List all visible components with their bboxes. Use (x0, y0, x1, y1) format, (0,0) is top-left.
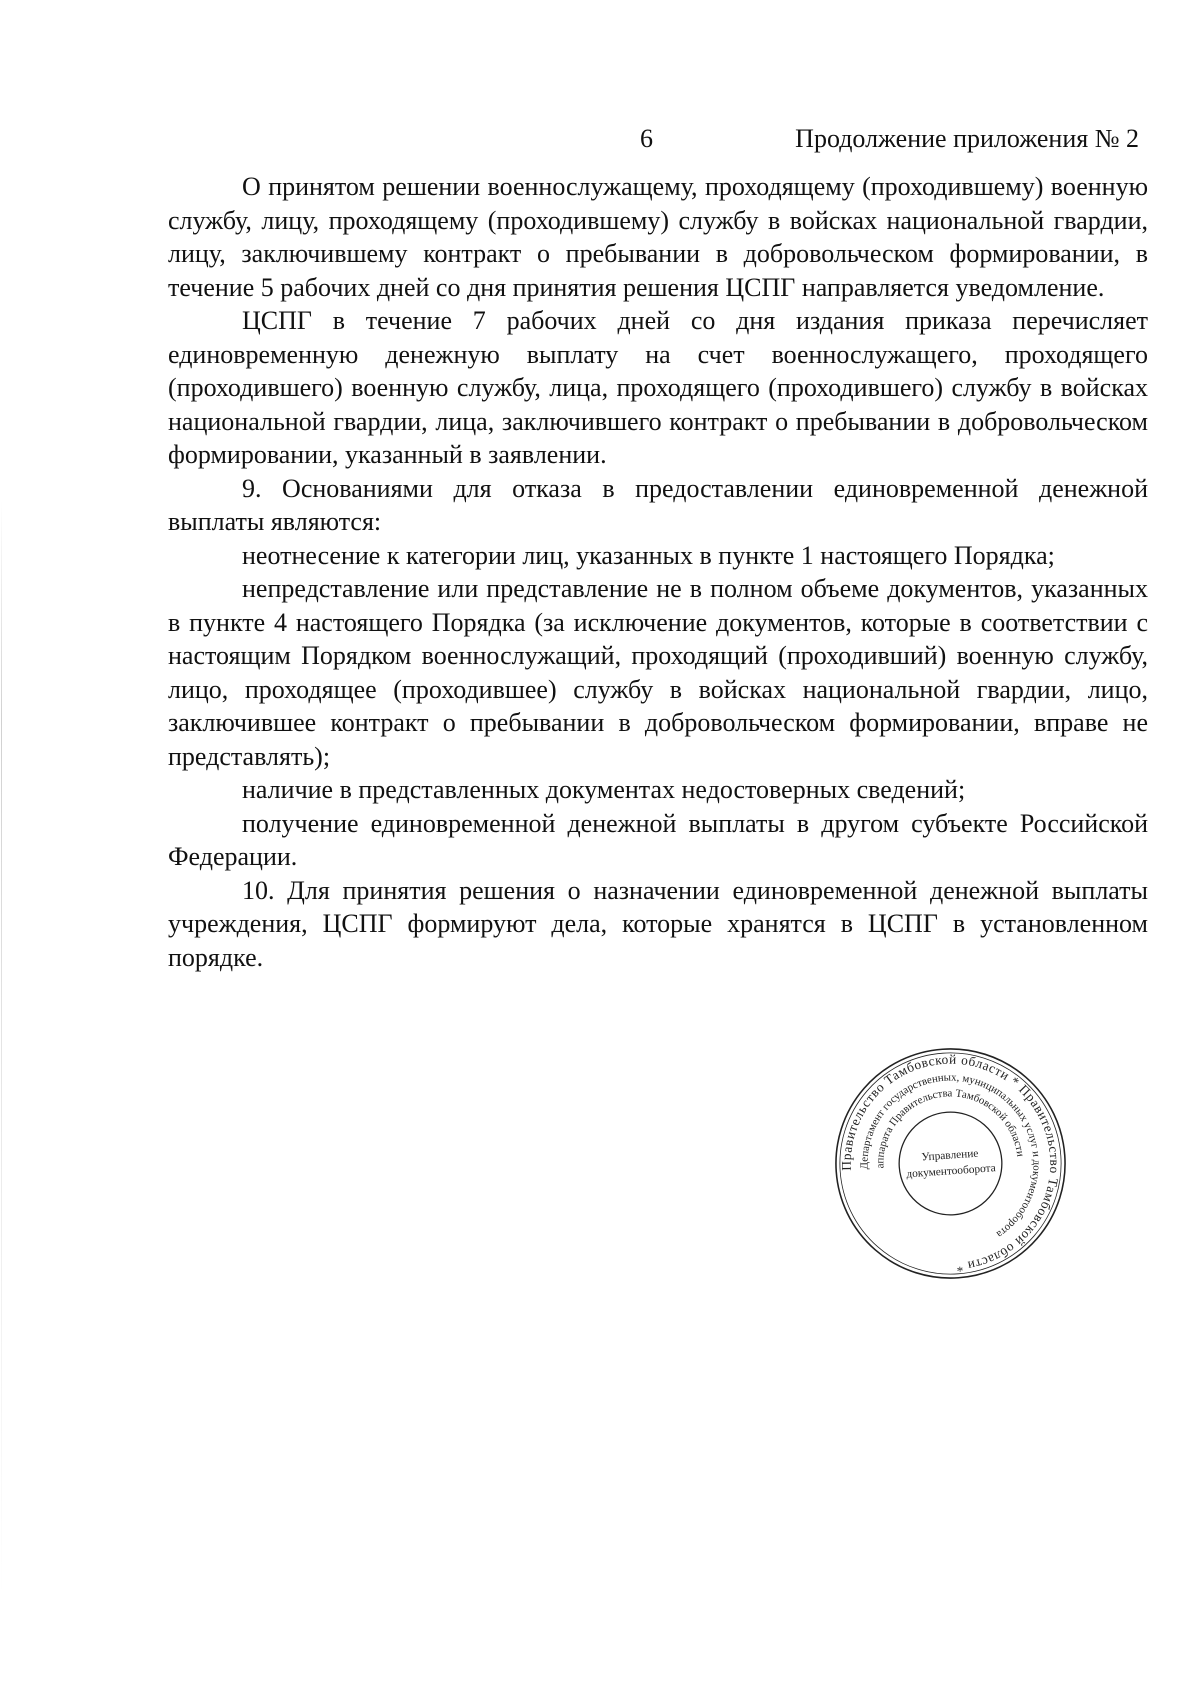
paragraph-case-files: 10. Для принятия решения о назначении единовременной денежной выплаты учреждения, ЦСПГ формируют дела, которые хранятся в ЦСПГ в установленном порядке. (168, 875, 1148, 972)
list-item-other-region: получение единовременной денежной выплаты в другом субъекте Российской Федерации. (168, 808, 1148, 871)
seal-center-line-2: документооборота (905, 1162, 997, 1181)
paragraph-notification: О принятом решении военнослужащему, проходящему (проходившему) военную службу, лицу, проходящему (проходившему) службу в войсках национальной гвардии, лицу, заключившему контракт о пребывании в добровольческом формировании, в течение 5 рабочих дней со дня принятия решения ЦСПГ направляется уведомление. (168, 172, 1148, 302)
paragraph-refusal-grounds: 9. Основаниями для отказа в предоставлении единовременной денежной выплаты являются: (168, 473, 1148, 536)
seal-middle-text: Департамент государственных, муниципальных услуг и документооборота (858, 1071, 1043, 1241)
list-item-category: неотнесение к категории лиц, указанных в пункте 1 настоящего Порядка; (242, 540, 1055, 570)
scan-edge-artifact (1, 500, 2, 1600)
official-seal (824, 1037, 1077, 1290)
seal-outer-text: Правительство Тамбовской области * Правительство Тамбовской области * (838, 1051, 1063, 1276)
seal-graphic (824, 1037, 1077, 1290)
appendix-continuation-label: Продолжение приложения № 2 (795, 124, 1139, 153)
seal-center-line-1: Управление (921, 1147, 979, 1164)
list-item-documents: непредставление или представление не в полном объеме документов, указанных в пункте 4 настоящего Порядка (за исключение документов, которые в соответствии с настоящим Порядком военнослужащий, проходящий (проходивший) военную службу, лицо, проходящее (проходившее) службу в войсках национальной гвардии, лицо, заключившее контракт о пребывании в добровольческом формировании, вправе не представлять); (168, 574, 1148, 771)
seal-inner-text: аппарата Правительства Тамбовской области (874, 1087, 1027, 1169)
paragraph-payment-transfer: ЦСПГ в течение 7 рабочих дней со дня издания приказа перечисляет единовременную денежную выплату на счет военнослужащего, проходящего (проходившего) военную службу, лица, проходящего (проходившего) службу в войсках национальной гвардии, лица, заключившего контракт о пребывании в добровольческом формировании, указанный в заявлении. (168, 306, 1148, 469)
document-body (168, 170, 1148, 974)
list-item-false-info: наличие в представленных документах недостоверных сведений; (242, 775, 966, 804)
page-number: 6 (640, 124, 653, 153)
